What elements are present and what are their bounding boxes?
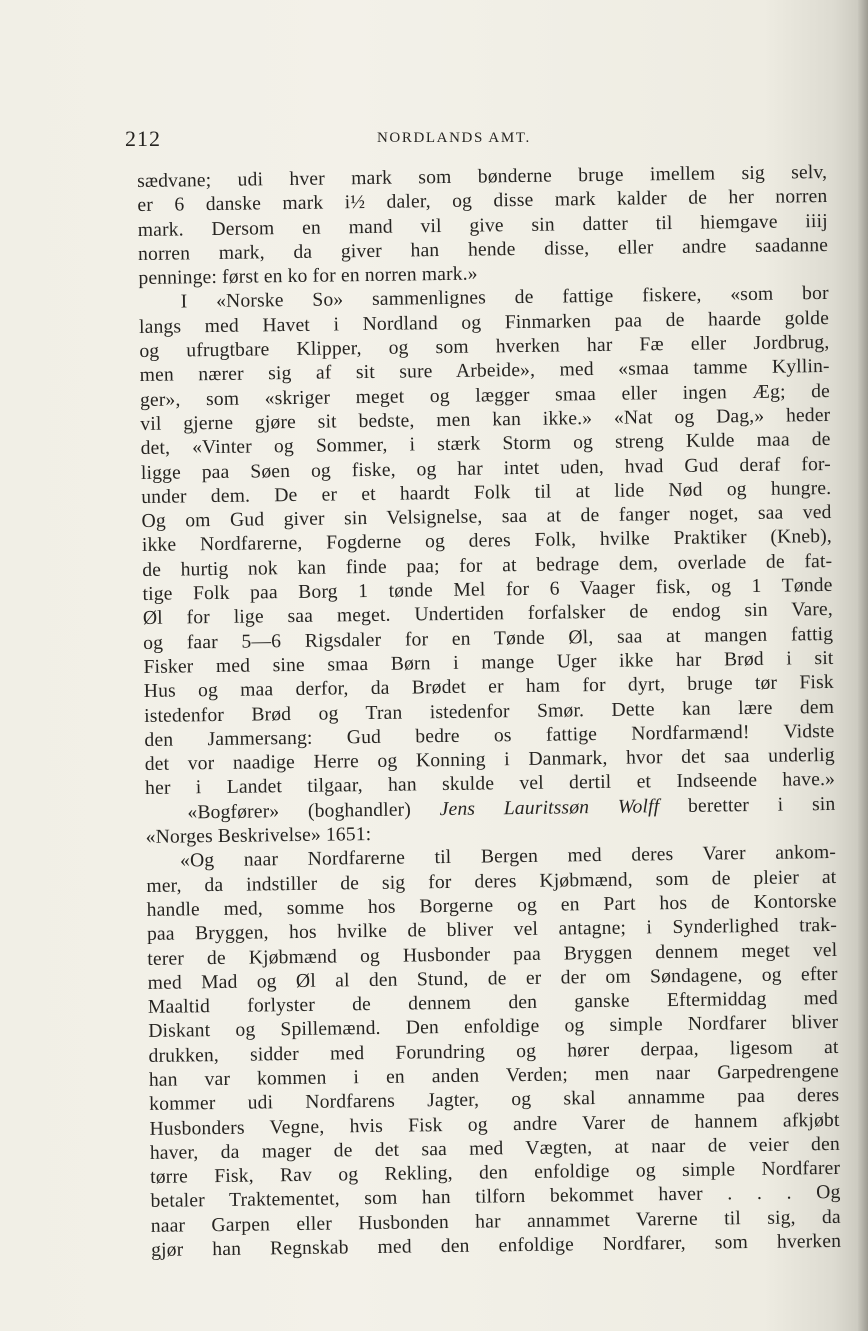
author-name: Jens Lauritssøn Wolff xyxy=(439,795,660,820)
text-line: det vor naadige Herre og Konning i Danmark, hvor det saa underlig xyxy=(144,745,835,776)
text-line: I «Norske So» sammenlignes de fattige fiskere, «som bor xyxy=(180,283,829,313)
text-line: under dem. De er et haardt Folk til at lide Nød og hungre. xyxy=(141,477,832,508)
text-line: gjør han Regnskab med den enfoldige Nordfarer, som hverken xyxy=(151,1230,842,1261)
text-line: handle med, somme hos Borgerne og en Part hos de Kontorske xyxy=(146,890,837,921)
citation-after: beretter i sin xyxy=(687,793,836,817)
page-header xyxy=(125,126,825,156)
text-line: mer, da indstiller de sig for deres Kjøbmænd, som de pleier at xyxy=(146,866,837,897)
text-line: er 6 danske mark i½ daler, og disse mark kalder de her norren xyxy=(137,186,828,217)
text-line: «Og naar Nordfarerne til Bergen med deres Varer ankom- xyxy=(179,842,837,872)
text-line: ikke Nordfarerne, Fogderne og deres Folk, hvilke Praktiker (Kneb), xyxy=(141,526,832,557)
text-line: mark. Dersom en mand vil give sin datter til hiemgave iiij xyxy=(137,210,828,241)
text-line: her i Landet tilgaar, han skulde vel dertil et Indseende have.» xyxy=(144,769,836,800)
text-line: han var kommen i en anden Verden; men naar Garpedrengene xyxy=(148,1060,839,1091)
text-line: det, «Vinter og Sommer, i stærk Storm og streng Kulde maa de xyxy=(140,429,831,460)
text-line: paa Bryggen, hos hvilke de bliver vel antagne; i Synderlighed trak- xyxy=(146,915,838,946)
text-line: Og om Gud giver sin Velsignelse, saa at de fanger noget, saa ved xyxy=(141,502,832,533)
text-line: tige Folk paa Borg 1 tønde Mel for 6 Vaager fisk, og 1 Tønde xyxy=(142,574,833,606)
body-text xyxy=(137,161,841,1263)
text-line: kommer udi Nordfarens Jagter, og skal annamme paa deres xyxy=(149,1085,840,1116)
citation-before: «Bogfører» (boghandler) xyxy=(187,799,412,824)
text-line: Husbonders Vegne, hvis Fisk og andre Varer de hannem afkjøbt xyxy=(149,1109,840,1140)
text-line: haver, da mager de det saa med Vægten, at naar de veier den xyxy=(149,1133,840,1164)
text-line: tørre Fisk, Rav og Rekling, den enfoldige og simple Nordfarer xyxy=(150,1158,841,1189)
text-line: betaler Traktementet, som han tilforn bekommet haver . . . Og xyxy=(150,1182,841,1213)
text-line: langs med Havet i Nordland og Finmarken paa de haarde golde xyxy=(138,307,830,338)
text-line: «Norges Beskrivelse» 1651: xyxy=(145,824,372,848)
text-line: men nærer sig af sit sure Arbeide», med «smaa tamme Kyllin- xyxy=(139,356,830,387)
text-line: drukken, sidder med Forundring og hører derpaa, ligesom at xyxy=(148,1036,839,1067)
text-line: terer de Kjøbmænd og Husbonder paa Bryggen dennem meget vel xyxy=(147,939,838,970)
text-line: den Jammersang: Gud bedre os fattige Nordfarmænd! Vidste xyxy=(144,720,835,751)
text-line: ger», som «skriger meget og lægger smaa eller ingen Æg; de xyxy=(139,380,831,411)
page-edge-shadow xyxy=(858,0,868,1331)
page-number: 212 xyxy=(125,126,161,151)
text-line: og faar 5—6 Rigsdaler for en Tønde Øl, saa at mangen fattig xyxy=(143,623,834,654)
text-line: med Mad og Øl al den Stund, de er der om Søndagene, og efter xyxy=(147,963,838,994)
running-head: NORDLANDS AMT. xyxy=(377,130,531,146)
text-line: vil gjerne gjøre sit bedste, men kan ikke.» «Nat og Dag,» heder xyxy=(140,404,831,435)
text-line: naar Garpen eller Husbonden har annammet Varerne til sig, da xyxy=(150,1206,841,1237)
text-line: ligge paa Søen og fiske, og har intet uden, hvad Gud deraf for- xyxy=(140,453,832,484)
text-line: Fisker med sine smaa Børn i mange Uger ikke har Brød i sit xyxy=(143,647,834,678)
text-line: Maaltid forlyster de dennem den ganske Eftermiddag med xyxy=(147,987,839,1019)
text-line: de hurtig nok kan finde paa; for at bedrage dem, overlade de fat- xyxy=(142,550,833,581)
text-line: og ufrugtbare Klipper, og som hverken har Fæ eller Jordbrug, xyxy=(139,332,830,363)
text-line: sædvane; udi hver mark som bønderne bruge imellem sig selv, xyxy=(137,161,828,192)
text-line: istedenfor Brød og Tran istedenfor Smør. Dette kan lære dem xyxy=(144,696,835,727)
text-line: Diskant og Spillemænd. Den enfoldige og simple Nordfarer bliver xyxy=(148,1012,839,1043)
text-line: norren mark, da giver han hende disse, eller andre saadanne xyxy=(137,234,829,265)
text-line: Øl for lige saa meget. Undertiden forfalsker de endog sin Vare, xyxy=(142,599,833,630)
text-line: penninge: først en ko for en norren mark.» xyxy=(138,263,478,290)
text-line: Hus og maa derfor, da Brødet er ham for dyrt, bruge tør Fisk xyxy=(143,672,834,703)
